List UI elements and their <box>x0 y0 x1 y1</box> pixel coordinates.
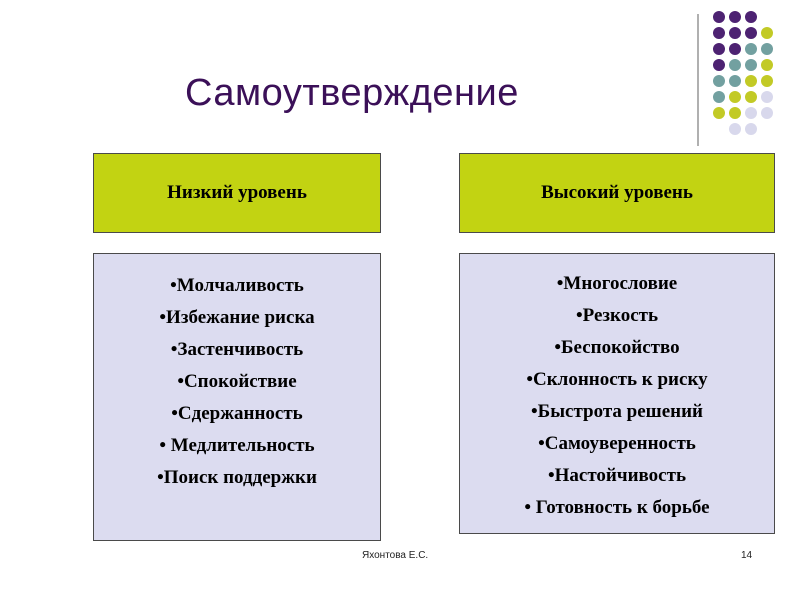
deco-dot <box>745 91 757 103</box>
deco-dot <box>745 43 757 55</box>
list-item: • Медлительность <box>159 435 315 456</box>
deco-dot <box>761 107 773 119</box>
deco-dot <box>729 75 741 87</box>
deco-dot <box>729 27 741 39</box>
deco-dot <box>729 107 741 119</box>
high-level-header <box>459 153 775 233</box>
deco-dot <box>745 107 757 119</box>
deco-dot <box>713 107 725 119</box>
list-item: •Самоуверенность <box>538 433 696 454</box>
list-item: •Резкость <box>575 305 659 326</box>
deco-dot <box>761 91 773 103</box>
deco-dot <box>713 43 725 55</box>
deco-dot <box>745 59 757 71</box>
list-item: •Избежание риска <box>159 307 315 328</box>
list-item: •Склонность к риску <box>526 369 708 390</box>
deco-dot <box>729 91 741 103</box>
deco-dot <box>761 27 773 39</box>
deco-dot <box>713 91 725 103</box>
slide-title: Самоутверждение <box>185 72 519 114</box>
list-item: •Сдержанность <box>171 403 303 424</box>
deco-dot <box>745 27 757 39</box>
deco-dot <box>745 123 757 135</box>
list-item: •Застенчивость <box>170 339 304 360</box>
list-item: •Беспокойство <box>554 337 680 358</box>
deco-dot <box>713 11 725 23</box>
low-level-header <box>93 153 381 233</box>
high-level-header-label: Высокий уровень <box>541 182 693 203</box>
low-level-header-label: Низкий уровень <box>167 182 307 203</box>
divider-line <box>697 14 699 146</box>
deco-dot <box>745 75 757 87</box>
deco-dot <box>761 75 773 87</box>
deco-dot <box>713 75 725 87</box>
list-item: • Готовность к борьбе <box>524 497 710 518</box>
deco-dot <box>713 59 725 71</box>
low-level-list <box>157 270 317 494</box>
low-level-list-box <box>93 253 381 541</box>
list-item: •Быстрота решений <box>530 401 703 422</box>
list-item: •Поиск поддержки <box>157 467 317 488</box>
list-item: •Настойчивость <box>547 465 686 486</box>
list-item: •Спокойствие <box>177 371 297 392</box>
high-level-list <box>524 268 709 524</box>
list-item: •Многословие <box>556 273 678 294</box>
high-level-list-box <box>459 253 775 534</box>
deco-dot <box>761 43 773 55</box>
list-item: •Молчаливость <box>170 275 304 296</box>
deco-dot <box>729 123 741 135</box>
deco-dot <box>729 59 741 71</box>
footer-author: Яхонтова Е.С. <box>362 550 429 561</box>
deco-dot <box>729 11 741 23</box>
page-number: 14 <box>741 550 753 561</box>
deco-dot <box>729 43 741 55</box>
deco-dot <box>713 27 725 39</box>
deco-dot <box>745 11 757 23</box>
deco-dot <box>761 59 773 71</box>
